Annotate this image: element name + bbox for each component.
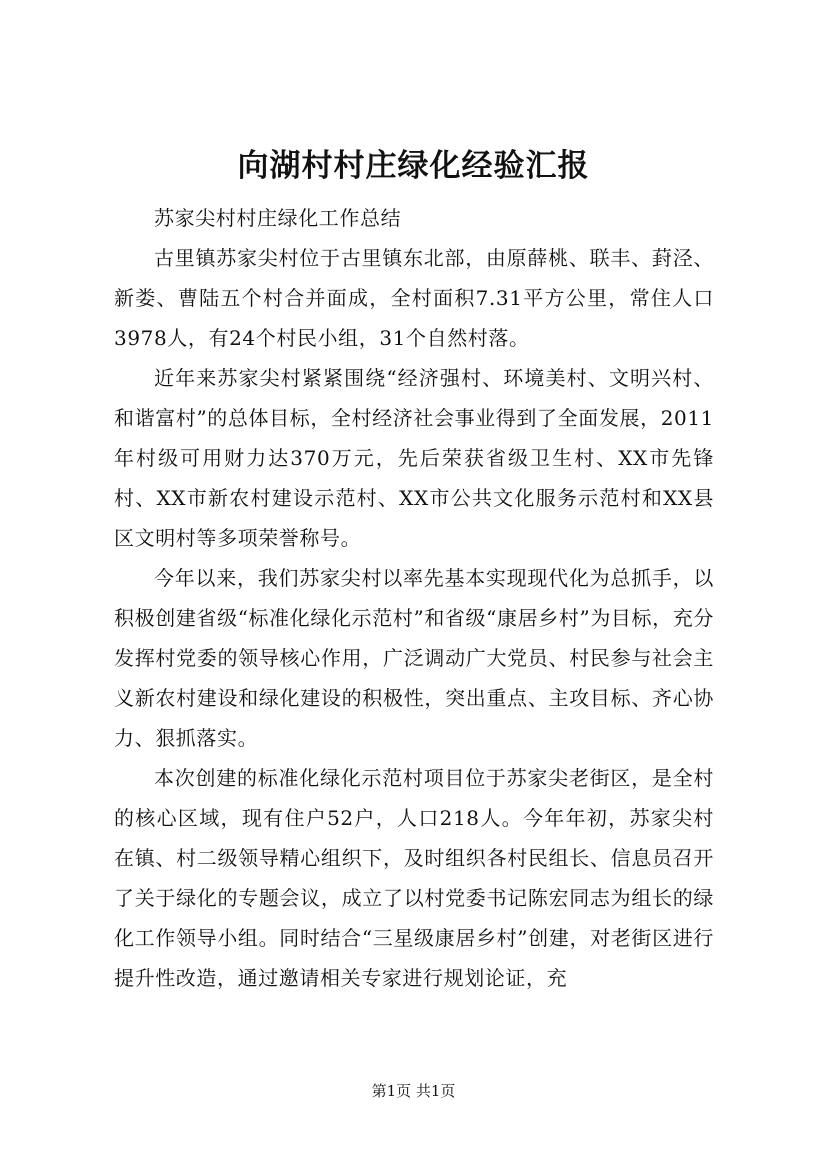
- document-title: 向湖村村庄绿化经验汇报: [237, 148, 590, 184]
- paragraph-3: 今年以来，我们苏家尖村以率先基本实现现代化为总抓手，以积极创建省级“标准化绿化示范村”和省级“康居乡村”为目标，充分发挥村党委的领导核心作用，广泛调动广大党员、村民参与社会主义新农村建设和绿化建设的积极性，突出重点、主攻目标、齐心协力、狠抓落实。: [114, 566, 714, 750]
- document-body: [114, 198, 714, 998]
- paragraph-1: 古里镇苏家尖村位于古里镇东北部，由原薛桃、联丰、葑泾、新娄、曹陆五个村合并面成，全村面积7.31平方公里，常住人口3978人，有24个村民小组，31个自然村落。: [114, 246, 714, 350]
- paragraph-2: 近年来苏家尖村紧紧围绕“经济强村、环境美村、文明兴村、和谐富村”的总体目标，全村经济社会事业得到了全面发展，2011年村级可用财力达370万元，先后荣获省级卫生村、XX市先锋村、XX市新农村建设示范村、XX市公共文化服务示范村和XX县区文明村等多项荣誉称号。: [114, 366, 714, 550]
- document-subtitle: 苏家尖村村庄绿化工作总结: [154, 206, 402, 230]
- paragraph-4: 本次创建的标准化绿化示范村项目位于苏家尖老街区，是全村的核心区域，现有住户52户，人口218人。今年年初，苏家尖村在镇、村二级领导精心组织下，及时组织各村民组长、信息员召开了关于绿化的专题会议，成立了以村党委书记陈宏同志为组长的绿化工作领导小组。同时结合“三星级康居乡村”创建，对老街区进行提升性改造，通过邀请相关专家进行规划论证，充: [114, 766, 714, 990]
- page-footer: 第1页 共1页: [371, 1082, 456, 1100]
